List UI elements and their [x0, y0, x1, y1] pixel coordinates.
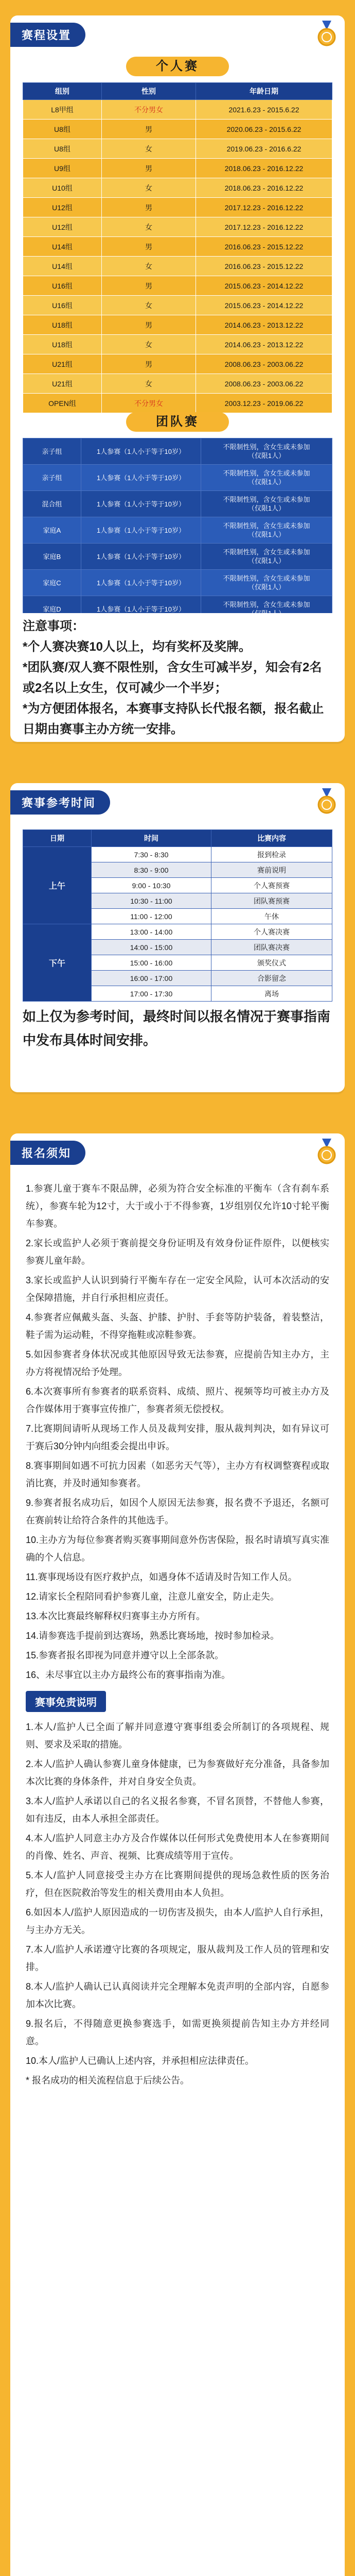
table-row [23, 438, 332, 465]
notice-paragraph: 13.本次比赛最终解释权归赛事主办方所有。 [26, 1611, 206, 1621]
cell-content: 团队赛预赛 [211, 893, 332, 909]
cell-group: U21组 [23, 374, 102, 394]
cell-gender: 女 [102, 178, 196, 198]
cell-people: 1人参赛（1人小于等于10岁） [81, 517, 201, 544]
cell-date: 2019.06.23 - 2016.6.22 [196, 139, 332, 159]
cell-gender: 男 [102, 237, 196, 257]
notice-paragraph: 16、未尽事宜以主办方最终公布的赛事指南为准。 [26, 1670, 231, 1680]
cell-people: 1人参赛（1人小于等于10岁） [81, 596, 201, 622]
notice-paragraph: 14.请参赛选手提前到达赛场，熟悉比赛场地，按时参加检录。 [26, 1631, 280, 1641]
final-note: * 报名成功的相关流程信息于后续公告。 [26, 2075, 190, 2086]
cell-content: 午休 [211, 909, 332, 924]
card-title: 报名须知 [10, 1141, 85, 1165]
time-card [10, 783, 345, 1092]
cell-group: U16组 [23, 296, 102, 315]
cell-group: U9组 [23, 159, 102, 178]
notice-paragraph: 9.参赛者报名成功后，如因个人原因无法参赛，报名费不予退还，名额可在赛前转让给符合条件的其他选手。 [26, 1498, 329, 1526]
table-row [23, 198, 332, 217]
col-time: 时间 [92, 830, 211, 847]
cell-rule: 不限制性别，含女生或未参加 （仅限1人） [201, 465, 332, 491]
note-line: *团队赛/双人赛不限性别，含女生可减半岁，知会有2名或2名以上女生，仅可减少一个半岁； [23, 660, 322, 695]
cell-group: 家庭B [23, 544, 81, 570]
cell-date: 2008.06.23 - 2003.06.22 [196, 374, 332, 394]
cell-time: 15:00 - 16:00 [92, 955, 211, 971]
cell-time: 14:00 - 15:00 [92, 940, 211, 955]
medal-icon [316, 788, 338, 815]
cell-people: 1人参赛（1人小于等于10岁） [81, 491, 201, 517]
notes-list [10, 613, 345, 740]
notice-list [26, 1180, 329, 1684]
table-row [23, 178, 332, 198]
table-row [23, 394, 332, 413]
cell-date: 2016.06.23 - 2015.12.22 [196, 257, 332, 276]
cell-gender: 男 [102, 354, 196, 374]
cell-group: U14组 [23, 237, 102, 257]
table-row [23, 120, 332, 139]
statement-list [26, 1718, 329, 2070]
cell-date: 2008.06.23 - 2003.06.22 [196, 354, 332, 374]
medal-icon [316, 21, 338, 47]
cell-people: 1人参赛（1人小于等于10岁） [81, 544, 201, 570]
time-note: 如上仅为参考时间，最终时间以报名情况于赛事指南中发布具体时间安排。 [23, 1009, 331, 1048]
notice-body [26, 1180, 329, 2091]
cell-group: U10组 [23, 178, 102, 198]
statement-paragraph: 1.本人/监护人已全面了解并同意遵守赛事组委会所制订的各项规程、规则、要求及采取的措施。 [26, 1722, 329, 1750]
table-row [23, 237, 332, 257]
cell-time: 16:00 - 17:00 [92, 971, 211, 986]
cell-people: 1人参赛（1人小于等于10岁） [81, 570, 201, 596]
cell-time: 17:00 - 17:30 [92, 986, 211, 1002]
cell-rule: 不限制性别，含女生或未参加 [201, 596, 332, 622]
table-row [23, 374, 332, 394]
cell-gender: 不分男女 [102, 394, 196, 413]
cell-gender: 男 [102, 159, 196, 178]
cell-content: 赛前说明 [211, 862, 332, 878]
col-date: 年龄日期 [196, 83, 332, 100]
cell-time: 8:30 - 9:00 [92, 862, 211, 878]
team-table [23, 438, 332, 622]
cell-content: 个人赛决赛 [211, 924, 332, 940]
cell-time: 10:30 - 11:00 [92, 893, 211, 909]
cell-content: 报到检录 [211, 847, 332, 862]
cell-date: 2015.06.23 - 2014.12.22 [196, 276, 332, 296]
cell-time: 7:30 - 8:30 [92, 847, 211, 862]
schedule-card [10, 15, 345, 623]
cell-group: U12组 [23, 198, 102, 217]
cell-content: 离场 [211, 986, 332, 1002]
notice-paragraph: 1.参赛儿童于赛车不限品牌，必须为符合安全标准的平衡车（含有刹车系统），参赛车轮为12寸，大于或小于不得参赛，1岁组别仅允许10寸轮平衡车参赛。 [26, 1183, 329, 1229]
table-row [23, 465, 332, 491]
statement-paragraph: 3.本人/监护人承诺以自己的名义报名参赛，不冒名顶替，不替他人参赛，如有违反，由本人承担全部责任。 [26, 1796, 329, 1824]
cell-gender: 男 [102, 315, 196, 335]
cell-rule: 不限制性别，含女生或未参加 （仅限1人） [201, 491, 332, 517]
cell-time: 11:00 - 12:00 [92, 909, 211, 924]
notice-paragraph: 6.本次赛事所有参赛者的联系资料、成绩、照片、视频等均可被主办方及合作媒体用于赛事宣传推广，参赛者须无偿授权。 [26, 1386, 329, 1414]
table-row [23, 159, 332, 178]
cell-content: 团队赛决赛 [211, 940, 332, 955]
notice-paragraph: 3.家长或监护人认识到骑行平衡车存在一定安全风险，认可本次活动的安全保障措施，并自行承担相应责任。 [26, 1275, 329, 1303]
table-row [23, 570, 332, 596]
cell-date: 2016.06.23 - 2015.12.22 [196, 237, 332, 257]
cell-gender: 不分男女 [102, 100, 196, 120]
statement-paragraph: 6.如因本人/监护人原因造成的一切伤害及损失，由本人/监护人自行承担，与主办方无关。 [26, 1907, 329, 1935]
note-line: *为方便团体报名，本赛事支持队长代报名额，报名截止日期由赛事主办方统一安排。 [23, 702, 324, 736]
cell-rule: 不限制性别，含女生或未参加 （仅限1人） [201, 544, 332, 570]
note-line: 注意事项： [23, 619, 84, 633]
cell-group: L8甲组 [23, 100, 102, 120]
note-line: *个人赛决赛10人以上，均有奖杯及奖牌。 [23, 640, 252, 654]
cell-gender: 女 [102, 296, 196, 315]
cell-date: 2003.12.23 - 2019.06.22 [196, 394, 332, 413]
cell-group: U12组 [23, 217, 102, 237]
cell-group: 混合组 [23, 491, 81, 517]
cell-date: 2021.6.23 - 2015.6.22 [196, 100, 332, 120]
cell-group: U8组 [23, 120, 102, 139]
cell-rule: 不限制性别，含女生或未参加 （仅限1人） [201, 517, 332, 544]
col-day: 日期 [23, 830, 92, 847]
cell-date: 2017.12.23 - 2016.12.22 [196, 198, 332, 217]
cell-group: U21组 [23, 354, 102, 374]
cell-date: 2017.12.23 - 2016.12.22 [196, 217, 332, 237]
statement-paragraph: 7.本人/监护人承诺遵守比赛的各项规定，服从裁判及工作人员的管理和安排。 [26, 1944, 329, 1972]
cell-group: 家庭C [23, 570, 81, 596]
cell-group: 亲子组 [23, 465, 81, 491]
notice-paragraph: 7.比赛期间请听从现场工作人员及裁判安排，服从裁判判决，如有异议可于赛后30分钟内向组委会提出申诉。 [26, 1423, 329, 1451]
cell-content: 颁奖仪式 [211, 955, 332, 971]
individual-heading: 个人赛 [126, 57, 229, 76]
table-row [23, 847, 332, 862]
table-row [23, 217, 332, 237]
statement-paragraph: 4.本人/监护人同意主办方及合作媒体以任何形式免费使用本人在参赛期间的肖像、姓名、声音、视频、比赛成绩等用于宣传。 [26, 1833, 329, 1861]
cell-group: 亲子组 [23, 438, 81, 465]
statement-paragraph: 2.本人/监护人确认参赛儿童身体健康，已为参赛做好充分准备，具备参加本次比赛的身体条件，并对自身安全负责。 [26, 1759, 329, 1787]
notice-paragraph: 10.主办方为每位参赛者购买赛事期间意外伤害保险，报名时请填写真实准确的个人信息。 [26, 1535, 329, 1563]
cell-gender: 女 [102, 374, 196, 394]
table-row [23, 354, 332, 374]
cell-day: 下午 [23, 924, 92, 1002]
cell-date: 2014.06.23 - 2013.12.22 [196, 335, 332, 354]
cell-date: 2018.06.23 - 2016.12.22 [196, 178, 332, 198]
cell-group: U14组 [23, 257, 102, 276]
individual-table [23, 82, 332, 413]
cell-group: U8组 [23, 139, 102, 159]
cell-gender: 女 [102, 257, 196, 276]
cell-group: U18组 [23, 315, 102, 335]
table-row [23, 296, 332, 315]
table-row [23, 335, 332, 354]
notice-paragraph: 12.请家长全程陪同看护参赛儿童，注意儿童安全，防止走失。 [26, 1591, 280, 1602]
cell-gender: 男 [102, 276, 196, 296]
table-row [23, 924, 332, 940]
notice-paragraph: 15.参赛者报名即视为同意并遵守以上全部条款。 [26, 1650, 224, 1660]
cell-content: 个人赛预赛 [211, 878, 332, 893]
cell-date: 2018.06.23 - 2016.12.22 [196, 159, 332, 178]
card-title: 赛程设置 [10, 23, 85, 47]
table-header [23, 83, 332, 100]
statement-paragraph: 10.本人/监护人已确认上述内容，并承担相应法律责任。 [26, 2056, 255, 2066]
statement-heading: 赛事免责说明 [26, 1691, 106, 1712]
card-title: 赛事参考时间 [10, 790, 110, 815]
cell-content: 合影留念 [211, 971, 332, 986]
col-content: 比赛内容 [211, 830, 332, 847]
cell-group: U18组 [23, 335, 102, 354]
cell-rule: 不限制性别，含女生或未参加 （仅限1人） [201, 438, 332, 465]
cell-gender: 女 [102, 335, 196, 354]
notice-paragraph: 2.家长或监护人必须于赛前提交身份证明及有效身份证件原件，以便核实参赛儿童年龄。 [26, 1238, 329, 1266]
cell-date: 2020.06.23 - 2015.6.22 [196, 120, 332, 139]
cell-gender: 男 [102, 198, 196, 217]
table-row [23, 257, 332, 276]
schedule-notes-card [10, 613, 345, 742]
cell-date: 2015.06.23 - 2014.12.22 [196, 296, 332, 315]
cell-time: 13:00 - 14:00 [92, 924, 211, 940]
cell-gender: 男 [102, 120, 196, 139]
notice-paragraph: 5.如因参赛者身体状况或其他原因导致无法参赛，应提前告知主办方，主办方将视情况给予处理。 [26, 1349, 329, 1377]
col-gender: 性别 [102, 83, 196, 100]
table-row [23, 315, 332, 335]
table-row [23, 517, 332, 544]
cell-date: 2014.06.23 - 2013.12.22 [196, 315, 332, 335]
cell-group: 家庭D [23, 596, 81, 622]
cell-group: U16组 [23, 276, 102, 296]
cell-day: 上午 [23, 847, 92, 924]
medal-icon [316, 1139, 338, 1165]
team-heading: 团队赛 [126, 412, 229, 432]
statement-paragraph: 5.本人/监护人同意接受主办方在比赛期间提供的现场急救性质的医务治疗，但在医院救治等发生的相关费用由本人负担。 [26, 1870, 329, 1898]
table-row [23, 139, 332, 159]
notice-paragraph: 4.参赛者应佩戴头盔、头盔、护膝、护肘、手套等防护装备，着装整洁，鞋子需为运动鞋，不得穿拖鞋或凉鞋参赛。 [26, 1312, 329, 1340]
cell-people: 1人参赛（1人小于等于10岁） [81, 465, 201, 491]
statement-paragraph: 8.本人/监护人确认已认真阅读并完全理解本免责声明的全部内容，自愿参加本次比赛。 [26, 1981, 329, 2009]
table-row [23, 100, 332, 120]
time-table [23, 829, 332, 1002]
table-row [23, 276, 332, 296]
cell-people: 1人参赛（1人小于等于10岁） [81, 438, 201, 465]
table-header [23, 830, 332, 847]
cell-group: 家庭A [23, 517, 81, 544]
cell-group: OPEN组 [23, 394, 102, 413]
notice-paragraph: 11.赛事现场设有医疗救护点，如遇身体不适请及时告知工作人员。 [26, 1572, 297, 1582]
statement-paragraph: 9.报名后，不得随意更换参赛选手，如需更换须提前告知主办方并经同意。 [26, 2019, 329, 2046]
cell-gender: 女 [102, 217, 196, 237]
cell-time: 9:00 - 10:30 [92, 878, 211, 893]
table-row [23, 491, 332, 517]
cell-rule: 不限制性别，含女生或未参加 （仅限1人） [201, 570, 332, 596]
col-group: 组别 [23, 83, 102, 100]
notice-paragraph: 8.赛事期间如遇不可抗力因素（如恶劣天气等），主办方有权调整赛程或取消比赛，并及时通知参赛者。 [26, 1461, 329, 1488]
table-row [23, 544, 332, 570]
cell-gender: 女 [102, 139, 196, 159]
notice-card [10, 1133, 345, 2576]
